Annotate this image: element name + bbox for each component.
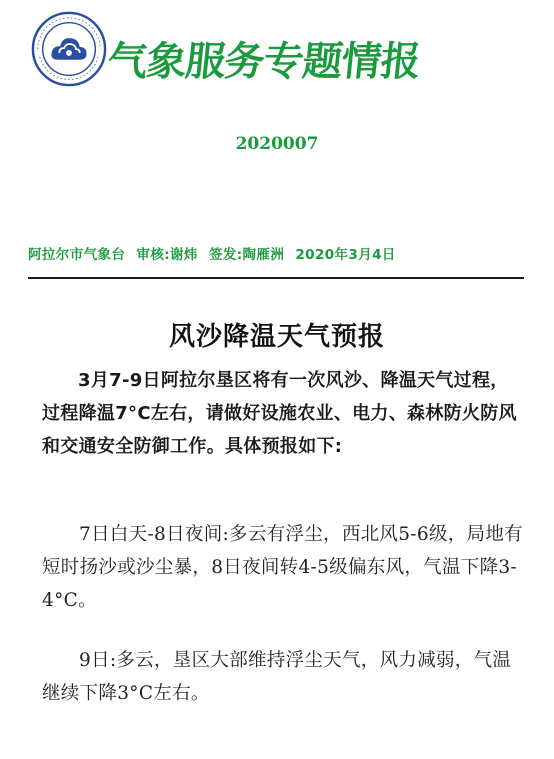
forecast-paragraph-day7-8: 7日白天-8日夜间:多云有浮尘，西北风5-6级，局地有短时扬沙或沙尘暴，8日夜间转4-5级偏东风，气温下降3-4°C。 <box>42 524 523 611</box>
document-title: 风沙降温天气预报 <box>168 322 385 352</box>
reviewer: 审核:谢炜 <box>136 247 198 263</box>
header-divider <box>28 277 524 279</box>
issue-number: 2020007 <box>235 134 319 154</box>
issue-date: 2020年3月4日 <box>295 247 396 263</box>
forecast-paragraph-day9: 9日:多云，垦区大部维持浮尘天气，风力减弱，气温继续下降3°C左右。 <box>42 650 512 704</box>
intro-paragraph: 3月7-9日阿拉尔垦区将有一次风沙、降温天气过程，过程降温7°C左右，请做好设施农业、电力、森林防火防风和交通安全防御工作。具体预报如下: <box>42 370 517 457</box>
issuer-meta-line <box>28 243 402 263</box>
signer: 签发:陶雁洲 <box>208 247 285 263</box>
banner-title: 气象服务专题情报 <box>105 39 423 85</box>
issuer: 阿拉尔市气象台 <box>28 247 126 263</box>
meteorological-bureau-seal-icon <box>30 10 108 88</box>
